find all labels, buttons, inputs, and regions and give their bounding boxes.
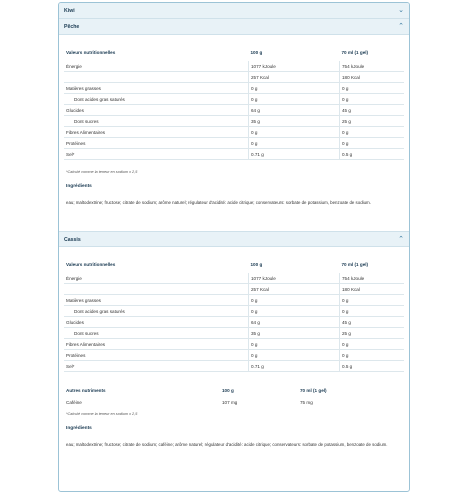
table-row — [64, 72, 404, 83]
cell-value: 180 Kcal — [340, 72, 405, 83]
accordion-title: Pêche — [64, 24, 80, 30]
cell-value: 0 g — [249, 94, 340, 105]
cell-value: 0 g — [340, 138, 405, 149]
table-row — [64, 116, 404, 127]
cell-value: 257 Kcal — [249, 284, 340, 295]
column-header: Valeurs nutritionnelles — [66, 261, 116, 267]
cell-value: 35 g — [249, 328, 340, 339]
row-label: Matières grasses — [64, 83, 249, 94]
table-row — [64, 396, 392, 408]
cell-value: 0 g — [249, 339, 340, 350]
nutrition-table — [64, 43, 404, 160]
cell-value: 35 g — [249, 116, 340, 127]
row-label: Matières grasses — [64, 295, 249, 306]
salt-footnote: *Calculé comme la teneur en sodium x 2,5 — [66, 170, 138, 174]
column-header: Autres nutriments — [66, 387, 106, 393]
column-header: 70 ml (1 gel) — [300, 387, 327, 393]
cell-value: 1077 kJoule — [249, 273, 340, 284]
cell-value: 0.71 g — [249, 361, 340, 372]
table-row — [64, 105, 404, 116]
chevron-up-icon[interactable]: ⌃ — [398, 23, 404, 30]
cell-value: 0.71 g — [249, 149, 340, 160]
table-row — [64, 83, 404, 94]
column-header: 100 g — [222, 387, 234, 393]
table-row — [64, 350, 404, 361]
row-label — [64, 284, 249, 295]
accordion-panel-cassis — [59, 247, 409, 449]
cell-value: 25 g — [340, 116, 405, 127]
row-label: Protéines — [64, 138, 249, 149]
cell-value: 0 g — [249, 127, 340, 138]
cell-value: 0 g — [340, 295, 405, 306]
accordion-panel-peche — [59, 35, 409, 231]
cell-value: 25 g — [340, 328, 405, 339]
table-row — [64, 306, 404, 317]
row-label: Dont acides gras saturés — [64, 306, 249, 317]
accordion-header-kiwi[interactable] — [59, 3, 409, 19]
table-row — [64, 295, 404, 306]
product-info-accordion — [58, 2, 410, 492]
row-label: Fibres Alimentaires — [64, 127, 249, 138]
ingredients-title: Ingrédients — [66, 426, 92, 431]
cell-value: 0 g — [249, 83, 340, 94]
cell-value: 107 mg — [222, 399, 238, 405]
table-row — [64, 127, 404, 138]
cell-value: 45 g — [340, 317, 405, 328]
table-row — [64, 361, 404, 372]
cell-value: 75 mg — [300, 399, 313, 405]
table-row — [64, 273, 404, 284]
salt-footnote: *Calculé comme la teneur en sodium x 2,5 — [66, 412, 138, 416]
row-label: Glucides — [64, 317, 249, 328]
row-label: Caféine — [66, 399, 82, 405]
other-nutrients-table — [64, 384, 392, 408]
nutrition-table — [64, 255, 404, 372]
cell-value: 0 g — [340, 127, 405, 138]
table-row — [64, 149, 404, 160]
ingredients-title: Ingrédients — [66, 184, 92, 189]
accordion-title: Kiwi — [64, 8, 75, 14]
table-row — [64, 317, 404, 328]
cell-value: 0.5 g — [340, 149, 405, 160]
cell-value: 180 Kcal — [340, 284, 405, 295]
cell-value: 0 g — [249, 295, 340, 306]
row-label: Dont sucres — [64, 116, 249, 127]
row-label: Sel* — [64, 361, 249, 372]
row-label: Dont acides gras saturés — [64, 94, 249, 105]
cell-value: 0.5 g — [340, 361, 405, 372]
row-label — [64, 72, 249, 83]
cell-value: 1077 kJoule — [249, 61, 340, 72]
table-row — [64, 61, 404, 72]
column-header: 70 ml (1 gel) — [341, 261, 369, 267]
column-header: 70 ml (1 gel) — [341, 49, 369, 55]
column-header: 100 g — [250, 49, 263, 55]
cell-value: 64 g — [249, 317, 340, 328]
row-label: Glucides — [64, 105, 249, 116]
accordion-header-cassis[interactable] — [59, 231, 409, 247]
ingredients-text: eau; maltodextrine; fructose; citrate de sodium; caféine; arôme naturel; régulateur d'acidité: acide citrique; conservateurs: sorbate de potassium, benzoate de sodium. — [66, 442, 388, 447]
accordion-title: Cassis — [64, 237, 81, 243]
row-label: Énergie — [64, 273, 249, 284]
accordion-header-peche[interactable] — [59, 19, 409, 35]
cell-value: 0 g — [340, 350, 405, 361]
column-header: 100 g — [250, 261, 263, 267]
row-label: Dont sucres — [64, 328, 249, 339]
row-label: Protéines — [64, 350, 249, 361]
cell-value: 754 kJoule — [340, 273, 405, 284]
table-row — [64, 339, 404, 350]
ingredients-text: eau; maltodextrine; fructose; citrate de sodium; arôme naturel; régulateur d'acidité: acide citrique; conservateurs: sorbate de potassium, benzoate de sodium. — [66, 200, 371, 205]
cell-value: 0 g — [249, 350, 340, 361]
table-row — [64, 284, 404, 295]
cell-value: 0 g — [249, 306, 340, 317]
table-row — [64, 328, 404, 339]
chevron-up-icon[interactable]: ⌃ — [398, 236, 404, 243]
table-row — [64, 138, 404, 149]
cell-value: 0 g — [249, 138, 340, 149]
cell-value: 0 g — [340, 306, 405, 317]
row-label: Énergie — [64, 61, 249, 72]
row-label: Sel* — [64, 149, 249, 160]
table-row — [64, 94, 404, 105]
cell-value: 0 g — [340, 83, 405, 94]
cell-value: 64 g — [249, 105, 340, 116]
cell-value: 754 kJoule — [340, 61, 405, 72]
cell-value: 45 g — [340, 105, 405, 116]
cell-value: 0 g — [340, 339, 405, 350]
cell-value: 0 g — [340, 94, 405, 105]
cell-value: 257 Kcal — [249, 72, 340, 83]
column-header: Valeurs nutritionnelles — [66, 49, 116, 55]
row-label: Fibres Alimentaires — [64, 339, 249, 350]
chevron-down-icon[interactable]: ⌄ — [398, 7, 404, 14]
